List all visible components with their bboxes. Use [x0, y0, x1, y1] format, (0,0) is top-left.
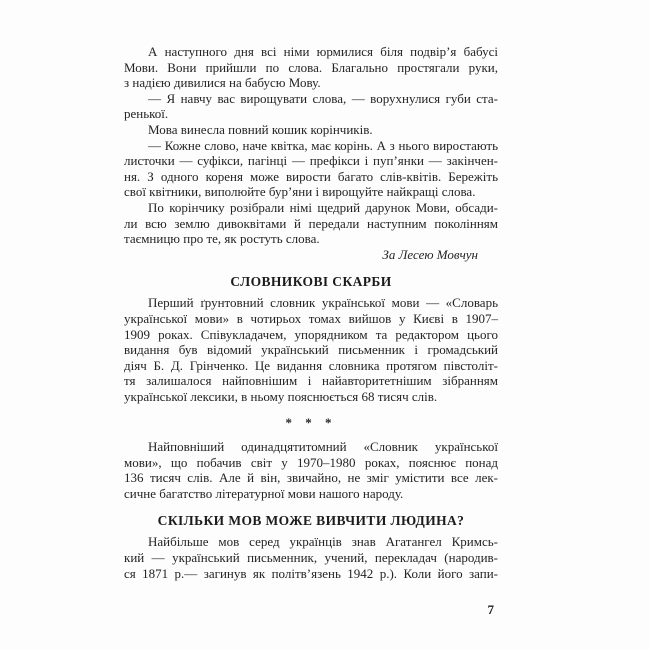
text-line: Найповніший одинадцятитомний «Словник української	[148, 439, 498, 455]
page-number: 7	[487, 602, 494, 617]
text-line: мови», що побачив світ у 1970–1980 роках, пояснює понад	[124, 454, 498, 470]
text-line: 1909 роках. Співукладачем, упорядником та редактором цього	[124, 326, 498, 342]
separator: * * *	[285, 415, 337, 431]
paragraph	[124, 91, 498, 122]
section-heading: СКІЛЬКИ МОВ МОЖЕ ВИВЧИТИ ЛЮДИНА?	[157, 513, 465, 529]
text-line: По корінчику розібрали німі щедрий дарунок Мови, обсади-	[148, 199, 498, 215]
paragraph	[124, 44, 498, 91]
text-line: сичне багатство літературної мови нашого народу.	[124, 485, 404, 501]
paragraph	[124, 534, 498, 581]
text-line: кий — український письменник, учений, перекладач (народив-	[124, 550, 498, 566]
text-line: — Кожне слово, наче квітка, має корінь. А з нього виростають	[148, 137, 498, 153]
text-line: Перший ґрунтовний словник української мови — «Словарь	[148, 295, 498, 311]
text-line: ренької.	[124, 106, 169, 122]
text-line: діяч Б. Д. Грінченко. Це видання словника протягом півстоліт-	[124, 357, 498, 373]
text-line: з надією дивилися на бабусю Мову.	[124, 75, 321, 91]
text-line: Найбільше мов серед українців знав Агатангел Кримсь-	[148, 534, 498, 550]
text-line: української мови» в чотирьох томах вийшов у Києві в 1907–	[124, 310, 498, 326]
text-line: 136 тисяч слів. Але й він, звичайно, не зміг умістити все лек-	[124, 470, 498, 486]
text-line: ня. З одного кореня може вирости багато слів-квітів. Бережіть	[124, 168, 498, 184]
page-content	[124, 44, 498, 581]
paragraph	[124, 295, 498, 404]
paragraph	[124, 138, 498, 200]
text-line: таємницю про те, як ростуть слова.	[124, 231, 320, 247]
text-line: — Я навчу вас вирощувати слова, — ворухнулися губи ста-	[148, 90, 498, 106]
text-line: ся 1871 р.— загинув як політв’язень 1942 р.). Коли його запи-	[124, 565, 498, 581]
paragraph	[124, 200, 498, 247]
text-line: ли всю землю дивоквітами й передали наступним поколінням	[124, 215, 498, 231]
text-line: Мови. Вони прийшли по слова. Благально простягали руки,	[124, 59, 498, 75]
paragraph	[124, 439, 498, 501]
text-line: української лексики, в ньому пояснюється 68 тисяч слів.	[124, 388, 438, 404]
text-line: листочки — суфікси, пагінці — префікси і пуп’янки — закінчен-	[124, 153, 498, 169]
paragraph	[124, 122, 498, 138]
text-line: тя залишалося найповнішим і найавторитетнішим зібранням	[124, 373, 498, 389]
text-line: свої квітники, виполюйте бур’яни і вирощуйте найкращі слова.	[124, 184, 476, 200]
section-heading: СЛОВНИКОВІ СКАРБИ	[230, 274, 392, 290]
text-line: А наступного дня всі німи юрмилися біля подвір’я бабусі	[148, 44, 498, 59]
text-line: видання був відомий український письменник і громадський	[124, 342, 498, 358]
attribution: За Лесею Мовчун	[382, 246, 478, 262]
text-line: Мова винесла повний кошик корінчиків.	[148, 121, 373, 137]
